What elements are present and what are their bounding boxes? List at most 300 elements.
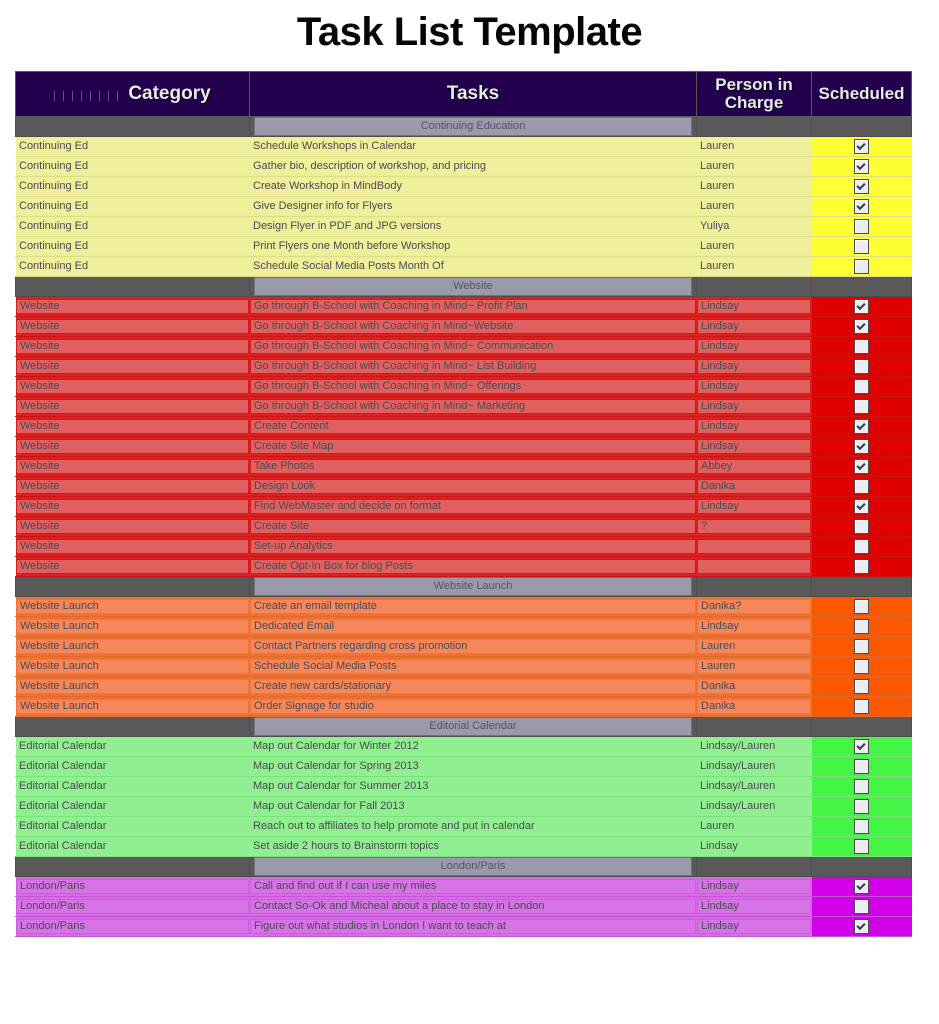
row-category-text: Continuing Ed bbox=[16, 219, 249, 234]
row-scheduled-cell[interactable] bbox=[812, 357, 912, 377]
row-scheduled-cell[interactable] bbox=[812, 617, 912, 637]
row-category-cell[interactable] bbox=[16, 537, 250, 557]
row-category-text: Website Launch bbox=[16, 619, 249, 634]
row-person-text: Lindsay bbox=[697, 359, 811, 374]
row-scheduled-cell[interactable] bbox=[812, 917, 912, 937]
scheduled-checkbox[interactable] bbox=[854, 459, 869, 474]
table-row[interactable] bbox=[16, 237, 912, 257]
row-scheduled-cell[interactable] bbox=[812, 877, 912, 897]
row-scheduled-cell[interactable] bbox=[812, 517, 912, 537]
row-person-cell[interactable] bbox=[697, 677, 812, 697]
table-row[interactable] bbox=[16, 537, 912, 557]
row-person-text: Abbey bbox=[697, 459, 811, 474]
row-category-cell[interactable] bbox=[16, 597, 250, 617]
row-person-cell[interactable] bbox=[697, 917, 812, 937]
table-row[interactable] bbox=[16, 737, 912, 757]
row-category-cell[interactable] bbox=[16, 677, 250, 697]
row-person-cell[interactable] bbox=[697, 657, 812, 677]
row-task-cell[interactable] bbox=[250, 777, 697, 797]
table-row[interactable] bbox=[16, 157, 912, 177]
scheduled-checkbox[interactable] bbox=[854, 299, 869, 314]
row-scheduled-cell[interactable] bbox=[812, 377, 912, 397]
row-category-text: Editorial Calendar bbox=[16, 759, 249, 774]
row-category-cell[interactable] bbox=[16, 397, 250, 417]
row-category-cell[interactable] bbox=[16, 217, 250, 237]
row-category-cell[interactable] bbox=[16, 917, 250, 937]
row-scheduled-cell[interactable] bbox=[812, 317, 912, 337]
row-person-cell[interactable] bbox=[697, 257, 812, 277]
row-task-cell[interactable] bbox=[250, 497, 697, 517]
row-person-cell[interactable] bbox=[697, 557, 812, 577]
row-category-cell[interactable] bbox=[16, 617, 250, 637]
table-row[interactable] bbox=[16, 597, 912, 617]
row-category-text: Website bbox=[16, 499, 249, 514]
scheduled-checkbox[interactable] bbox=[854, 899, 869, 914]
scheduled-checkbox[interactable] bbox=[854, 479, 869, 494]
row-task-text: Create an email template bbox=[250, 599, 696, 614]
row-person-cell[interactable] bbox=[697, 357, 812, 377]
row-person-cell[interactable] bbox=[697, 317, 812, 337]
scheduled-checkbox[interactable] bbox=[854, 879, 869, 894]
row-scheduled-cell[interactable] bbox=[812, 737, 912, 757]
row-scheduled-cell[interactable] bbox=[812, 237, 912, 257]
row-scheduled-cell[interactable] bbox=[812, 477, 912, 497]
row-category-cell[interactable] bbox=[16, 877, 250, 897]
row-person-text: Lauren bbox=[697, 199, 811, 214]
row-person-cell[interactable] bbox=[697, 417, 812, 437]
table-row[interactable] bbox=[16, 777, 912, 797]
table-row[interactable] bbox=[16, 437, 912, 457]
row-category-text: London/Paris bbox=[16, 879, 249, 894]
scheduled-checkbox[interactable] bbox=[854, 799, 869, 814]
row-category-cell[interactable] bbox=[16, 197, 250, 217]
row-scheduled-cell[interactable] bbox=[812, 557, 912, 577]
table-row[interactable] bbox=[16, 257, 912, 277]
table-row[interactable] bbox=[16, 697, 912, 717]
row-person-text: Lindsay/Lauren bbox=[697, 779, 811, 794]
header-cell-tasks bbox=[250, 72, 697, 117]
row-task-cell[interactable] bbox=[250, 677, 697, 697]
row-category-cell[interactable] bbox=[16, 317, 250, 337]
row-category-cell[interactable] bbox=[16, 137, 250, 157]
row-scheduled-cell[interactable] bbox=[812, 797, 912, 817]
row-category-cell[interactable] bbox=[16, 897, 250, 917]
row-person-cell[interactable] bbox=[697, 537, 812, 557]
scheduled-checkbox[interactable] bbox=[854, 179, 869, 194]
row-category-cell[interactable] bbox=[16, 737, 250, 757]
table-row[interactable] bbox=[16, 377, 912, 397]
scheduled-checkbox[interactable] bbox=[854, 619, 869, 634]
section-label: London/Paris bbox=[254, 857, 692, 876]
row-person-cell[interactable] bbox=[697, 897, 812, 917]
scheduled-checkbox[interactable] bbox=[854, 219, 869, 234]
row-scheduled-cell[interactable] bbox=[812, 137, 912, 157]
row-task-cell[interactable] bbox=[250, 177, 697, 197]
row-category-cell[interactable] bbox=[16, 237, 250, 257]
row-person-cell[interactable] bbox=[697, 517, 812, 537]
table-row[interactable] bbox=[16, 637, 912, 657]
row-category-text: Continuing Ed bbox=[16, 179, 249, 194]
table-row[interactable] bbox=[16, 797, 912, 817]
row-category-cell[interactable] bbox=[16, 777, 250, 797]
row-task-cell[interactable] bbox=[250, 837, 697, 857]
row-task-cell[interactable] bbox=[250, 237, 697, 257]
row-task-text: Create Site Map bbox=[250, 439, 696, 454]
row-scheduled-cell[interactable] bbox=[812, 437, 912, 457]
row-task-cell[interactable] bbox=[250, 457, 697, 477]
row-category-cell[interactable] bbox=[16, 557, 250, 577]
row-person-text: Lindsay bbox=[697, 879, 811, 894]
row-person-cell[interactable] bbox=[697, 397, 812, 417]
row-person-cell[interactable] bbox=[697, 297, 812, 317]
row-category-text: Website bbox=[16, 319, 249, 334]
row-person-cell[interactable] bbox=[697, 697, 812, 717]
row-person-cell[interactable] bbox=[697, 837, 812, 857]
row-task-text: Go through B-School with Coaching in Mind~ List Building bbox=[250, 359, 696, 374]
row-task-cell[interactable] bbox=[250, 317, 697, 337]
row-task-cell[interactable] bbox=[250, 377, 697, 397]
scheduled-checkbox[interactable] bbox=[854, 239, 869, 254]
table-row[interactable] bbox=[16, 357, 912, 377]
dotted-decoration-icon bbox=[54, 91, 124, 101]
row-task-cell[interactable] bbox=[250, 297, 697, 317]
section-divider-scheduled-cell bbox=[812, 857, 912, 877]
table-row[interactable] bbox=[16, 297, 912, 317]
row-person-cell[interactable] bbox=[697, 217, 812, 237]
row-person-cell[interactable] bbox=[697, 197, 812, 217]
scheduled-checkbox[interactable] bbox=[854, 919, 869, 934]
row-category-cell[interactable] bbox=[16, 817, 250, 837]
table-row[interactable] bbox=[16, 837, 912, 857]
table-row[interactable] bbox=[16, 657, 912, 677]
row-category-cell[interactable] bbox=[16, 797, 250, 817]
row-task-cell[interactable] bbox=[250, 397, 697, 417]
row-task-cell[interactable] bbox=[250, 637, 697, 657]
scheduled-checkbox[interactable] bbox=[854, 639, 869, 654]
row-person-cell[interactable] bbox=[697, 637, 812, 657]
table-row[interactable] bbox=[16, 317, 912, 337]
section-divider-person-cell bbox=[697, 117, 812, 137]
row-person-text: Lindsay bbox=[697, 499, 811, 514]
section-label: Website bbox=[254, 277, 692, 296]
scheduled-checkbox[interactable] bbox=[854, 819, 869, 834]
section-divider-category-cell bbox=[16, 117, 250, 137]
scheduled-checkbox[interactable] bbox=[854, 159, 869, 174]
row-person-cell[interactable] bbox=[697, 737, 812, 757]
row-category-cell[interactable] bbox=[16, 757, 250, 777]
row-scheduled-cell[interactable] bbox=[812, 417, 912, 437]
row-task-cell[interactable] bbox=[250, 817, 697, 837]
row-category-text: Editorial Calendar bbox=[16, 739, 249, 754]
scheduled-checkbox[interactable] bbox=[854, 779, 869, 794]
row-task-cell[interactable] bbox=[250, 757, 697, 777]
scheduled-checkbox[interactable] bbox=[854, 199, 869, 214]
table-row[interactable] bbox=[16, 457, 912, 477]
scheduled-checkbox[interactable] bbox=[854, 759, 869, 774]
row-person-cell[interactable] bbox=[697, 877, 812, 897]
row-scheduled-cell[interactable] bbox=[812, 457, 912, 477]
row-task-cell[interactable] bbox=[250, 217, 697, 237]
row-category-cell[interactable] bbox=[16, 477, 250, 497]
row-person-text: Lindsay/Lauren bbox=[697, 799, 811, 814]
row-task-text: Create Content bbox=[250, 419, 696, 434]
row-category-cell[interactable] bbox=[16, 157, 250, 177]
row-task-text: Schedule Social Media Posts Month Of bbox=[250, 259, 696, 274]
row-task-cell[interactable] bbox=[250, 477, 697, 497]
row-category-cell[interactable] bbox=[16, 657, 250, 677]
table-row[interactable] bbox=[16, 897, 912, 917]
scheduled-checkbox[interactable] bbox=[854, 739, 869, 754]
row-task-cell[interactable] bbox=[250, 357, 697, 377]
table-row[interactable] bbox=[16, 197, 912, 217]
row-scheduled-cell[interactable] bbox=[812, 637, 912, 657]
section-divider-person-cell bbox=[697, 857, 812, 877]
table-row[interactable] bbox=[16, 477, 912, 497]
section-divider-row bbox=[16, 577, 912, 597]
scheduled-checkbox[interactable] bbox=[854, 439, 869, 454]
row-task-cell[interactable] bbox=[250, 337, 697, 357]
scheduled-checkbox[interactable] bbox=[854, 379, 869, 394]
row-person-cell[interactable] bbox=[697, 817, 812, 837]
row-person-cell[interactable] bbox=[697, 497, 812, 517]
scheduled-checkbox[interactable] bbox=[854, 839, 869, 854]
row-person-text: Lindsay bbox=[697, 439, 811, 454]
row-scheduled-cell[interactable] bbox=[812, 657, 912, 677]
scheduled-checkbox[interactable] bbox=[854, 339, 869, 354]
row-category-cell[interactable] bbox=[16, 637, 250, 657]
table-row[interactable] bbox=[16, 497, 912, 517]
row-category-text: Editorial Calendar bbox=[16, 819, 249, 834]
row-scheduled-cell[interactable] bbox=[812, 777, 912, 797]
row-scheduled-cell[interactable] bbox=[812, 257, 912, 277]
row-person-text: Lindsay bbox=[697, 419, 811, 434]
row-task-text: Call and find out if I can use my miles bbox=[250, 879, 696, 894]
row-task-text: Create Opt-In Box for blog Posts bbox=[250, 559, 696, 574]
row-scheduled-cell[interactable] bbox=[812, 757, 912, 777]
row-category-cell[interactable] bbox=[16, 297, 250, 317]
section-divider-scheduled-cell bbox=[812, 277, 912, 297]
row-person-text: Lindsay bbox=[697, 919, 811, 934]
scheduled-checkbox[interactable] bbox=[854, 319, 869, 334]
table-row[interactable] bbox=[16, 177, 912, 197]
row-person-cell[interactable] bbox=[697, 797, 812, 817]
table-row[interactable] bbox=[16, 137, 912, 157]
row-scheduled-cell[interactable] bbox=[812, 837, 912, 857]
section-divider-label-cell bbox=[250, 277, 697, 297]
row-person-cell[interactable] bbox=[697, 337, 812, 357]
row-person-cell[interactable] bbox=[697, 437, 812, 457]
row-task-cell[interactable] bbox=[250, 657, 697, 677]
table-row[interactable] bbox=[16, 397, 912, 417]
row-task-text: Figure out what studios in London I want to teach at bbox=[250, 919, 696, 934]
scheduled-checkbox[interactable] bbox=[854, 539, 869, 554]
row-category-cell[interactable] bbox=[16, 377, 250, 397]
row-task-text: Design Look bbox=[250, 479, 696, 494]
scheduled-checkbox[interactable] bbox=[854, 699, 869, 714]
table-row[interactable] bbox=[16, 817, 912, 837]
table-row[interactable] bbox=[16, 877, 912, 897]
row-category-cell[interactable] bbox=[16, 457, 250, 477]
scheduled-checkbox[interactable] bbox=[854, 419, 869, 434]
row-category-cell[interactable] bbox=[16, 697, 250, 717]
scheduled-checkbox[interactable] bbox=[854, 139, 869, 154]
row-person-text: Lindsay bbox=[697, 899, 811, 914]
row-task-text: Map out Calendar for Fall 2013 bbox=[250, 799, 696, 814]
header-cell-category bbox=[16, 72, 250, 117]
row-person-cell[interactable] bbox=[697, 477, 812, 497]
row-task-cell[interactable] bbox=[250, 597, 697, 617]
row-scheduled-cell[interactable] bbox=[812, 217, 912, 237]
row-category-text: Continuing Ed bbox=[16, 139, 249, 154]
scheduled-checkbox[interactable] bbox=[854, 559, 869, 574]
row-category-cell[interactable] bbox=[16, 417, 250, 437]
row-scheduled-cell[interactable] bbox=[812, 537, 912, 557]
row-task-cell[interactable] bbox=[250, 897, 697, 917]
table-row[interactable] bbox=[16, 757, 912, 777]
row-scheduled-cell[interactable] bbox=[812, 197, 912, 217]
row-person-text: Danika bbox=[697, 679, 811, 694]
table-row[interactable] bbox=[16, 677, 912, 697]
row-category-cell[interactable] bbox=[16, 517, 250, 537]
row-task-cell[interactable] bbox=[250, 257, 697, 277]
row-scheduled-cell[interactable] bbox=[812, 597, 912, 617]
row-task-cell[interactable] bbox=[250, 697, 697, 717]
row-scheduled-cell[interactable] bbox=[812, 397, 912, 417]
section-divider-scheduled-cell bbox=[812, 117, 912, 137]
row-category-text: Continuing Ed bbox=[16, 159, 249, 174]
task-list-table-wrapper bbox=[15, 71, 911, 937]
row-category-text: Website bbox=[16, 519, 249, 534]
row-person-text: Lindsay bbox=[697, 319, 811, 334]
row-person-text: Lauren bbox=[697, 639, 811, 654]
header-label-tasks: Tasks bbox=[446, 83, 500, 104]
row-person-cell[interactable] bbox=[697, 157, 812, 177]
row-scheduled-cell[interactable] bbox=[812, 177, 912, 197]
row-scheduled-cell[interactable] bbox=[812, 677, 912, 697]
row-task-text: Gather bio, description of workshop, and pricing bbox=[250, 159, 696, 174]
scheduled-checkbox[interactable] bbox=[854, 399, 869, 414]
row-task-text: Map out Calendar for Summer 2013 bbox=[250, 779, 696, 794]
row-person-cell[interactable] bbox=[697, 177, 812, 197]
row-scheduled-cell[interactable] bbox=[812, 817, 912, 837]
row-scheduled-cell[interactable] bbox=[812, 897, 912, 917]
table-row[interactable] bbox=[16, 917, 912, 937]
row-category-text: Continuing Ed bbox=[16, 199, 249, 214]
row-category-cell[interactable] bbox=[16, 837, 250, 857]
row-scheduled-cell[interactable] bbox=[812, 337, 912, 357]
row-person-text: Lindsay bbox=[697, 339, 811, 354]
row-person-text: Lauren bbox=[697, 259, 811, 274]
row-person-text bbox=[697, 559, 811, 574]
row-person-cell[interactable] bbox=[697, 237, 812, 257]
row-person-text: Yuliya bbox=[697, 219, 811, 234]
row-category-cell[interactable] bbox=[16, 257, 250, 277]
row-category-cell[interactable] bbox=[16, 357, 250, 377]
row-person-cell[interactable] bbox=[697, 777, 812, 797]
row-task-text: Set-up Analytics bbox=[250, 539, 696, 554]
scheduled-checkbox[interactable] bbox=[854, 519, 869, 534]
row-category-text: Continuing Ed bbox=[16, 239, 249, 254]
scheduled-checkbox[interactable] bbox=[854, 359, 869, 374]
table-row[interactable] bbox=[16, 417, 912, 437]
row-scheduled-cell[interactable] bbox=[812, 157, 912, 177]
section-divider-row bbox=[16, 857, 912, 877]
row-person-text: Lauren bbox=[697, 239, 811, 254]
row-person-cell[interactable] bbox=[697, 137, 812, 157]
row-category-text: Website bbox=[16, 479, 249, 494]
row-task-text: Take Photos bbox=[250, 459, 696, 474]
row-person-text: Lindsay bbox=[697, 299, 811, 314]
row-task-text: Design Flyer in PDF and JPG versions bbox=[250, 219, 696, 234]
row-category-cell[interactable] bbox=[16, 437, 250, 457]
row-task-cell[interactable] bbox=[250, 797, 697, 817]
row-category-text: Website bbox=[16, 539, 249, 554]
section-divider-scheduled-cell bbox=[812, 717, 912, 737]
row-task-cell[interactable] bbox=[250, 157, 697, 177]
table-row[interactable] bbox=[16, 517, 912, 537]
table-row[interactable] bbox=[16, 337, 912, 357]
section-divider-label-cell bbox=[250, 717, 697, 737]
row-task-text: Order Signage for studio bbox=[250, 699, 696, 714]
header-label-person-line2: Charge bbox=[724, 93, 784, 112]
section-label: Website Launch bbox=[254, 577, 692, 596]
row-category-text: Editorial Calendar bbox=[16, 839, 249, 854]
scheduled-checkbox[interactable] bbox=[854, 499, 869, 514]
table-row[interactable] bbox=[16, 217, 912, 237]
row-task-cell[interactable] bbox=[250, 917, 697, 937]
row-category-cell[interactable] bbox=[16, 497, 250, 517]
row-task-cell[interactable] bbox=[250, 437, 697, 457]
row-task-text: Go through B-School with Coaching in Mind~ Communication bbox=[250, 339, 696, 354]
section-divider-category-cell bbox=[16, 277, 250, 297]
scheduled-checkbox[interactable] bbox=[854, 659, 869, 674]
row-task-cell[interactable] bbox=[250, 737, 697, 757]
row-task-cell[interactable] bbox=[250, 197, 697, 217]
row-task-cell[interactable] bbox=[250, 417, 697, 437]
row-task-cell[interactable] bbox=[250, 617, 697, 637]
scheduled-checkbox[interactable] bbox=[854, 599, 869, 614]
row-category-cell[interactable] bbox=[16, 337, 250, 357]
row-person-cell[interactable] bbox=[697, 377, 812, 397]
row-category-text: Website bbox=[16, 439, 249, 454]
row-task-text: Create new cards/stationary bbox=[250, 679, 696, 694]
row-person-cell[interactable] bbox=[697, 457, 812, 477]
row-scheduled-cell[interactable] bbox=[812, 697, 912, 717]
row-task-cell[interactable] bbox=[250, 537, 697, 557]
row-task-cell[interactable] bbox=[250, 137, 697, 157]
row-task-cell[interactable] bbox=[250, 557, 697, 577]
row-category-text: Website Launch bbox=[16, 659, 249, 674]
row-scheduled-cell[interactable] bbox=[812, 497, 912, 517]
row-person-cell[interactable] bbox=[697, 617, 812, 637]
row-person-cell[interactable] bbox=[697, 757, 812, 777]
row-category-cell[interactable] bbox=[16, 177, 250, 197]
row-person-text: ? bbox=[697, 519, 811, 534]
table-row[interactable] bbox=[16, 617, 912, 637]
table-row[interactable] bbox=[16, 557, 912, 577]
row-person-cell[interactable] bbox=[697, 597, 812, 617]
row-category-text: Website Launch bbox=[16, 599, 249, 614]
scheduled-checkbox[interactable] bbox=[854, 679, 869, 694]
scheduled-checkbox[interactable] bbox=[854, 259, 869, 274]
section-divider-person-cell bbox=[697, 577, 812, 597]
header-label-category: Category bbox=[128, 83, 211, 104]
row-task-cell[interactable] bbox=[250, 877, 697, 897]
row-person-text: Lindsay bbox=[697, 399, 811, 414]
row-category-text: Website Launch bbox=[16, 699, 249, 714]
row-scheduled-cell[interactable] bbox=[812, 297, 912, 317]
row-task-cell[interactable] bbox=[250, 517, 697, 537]
